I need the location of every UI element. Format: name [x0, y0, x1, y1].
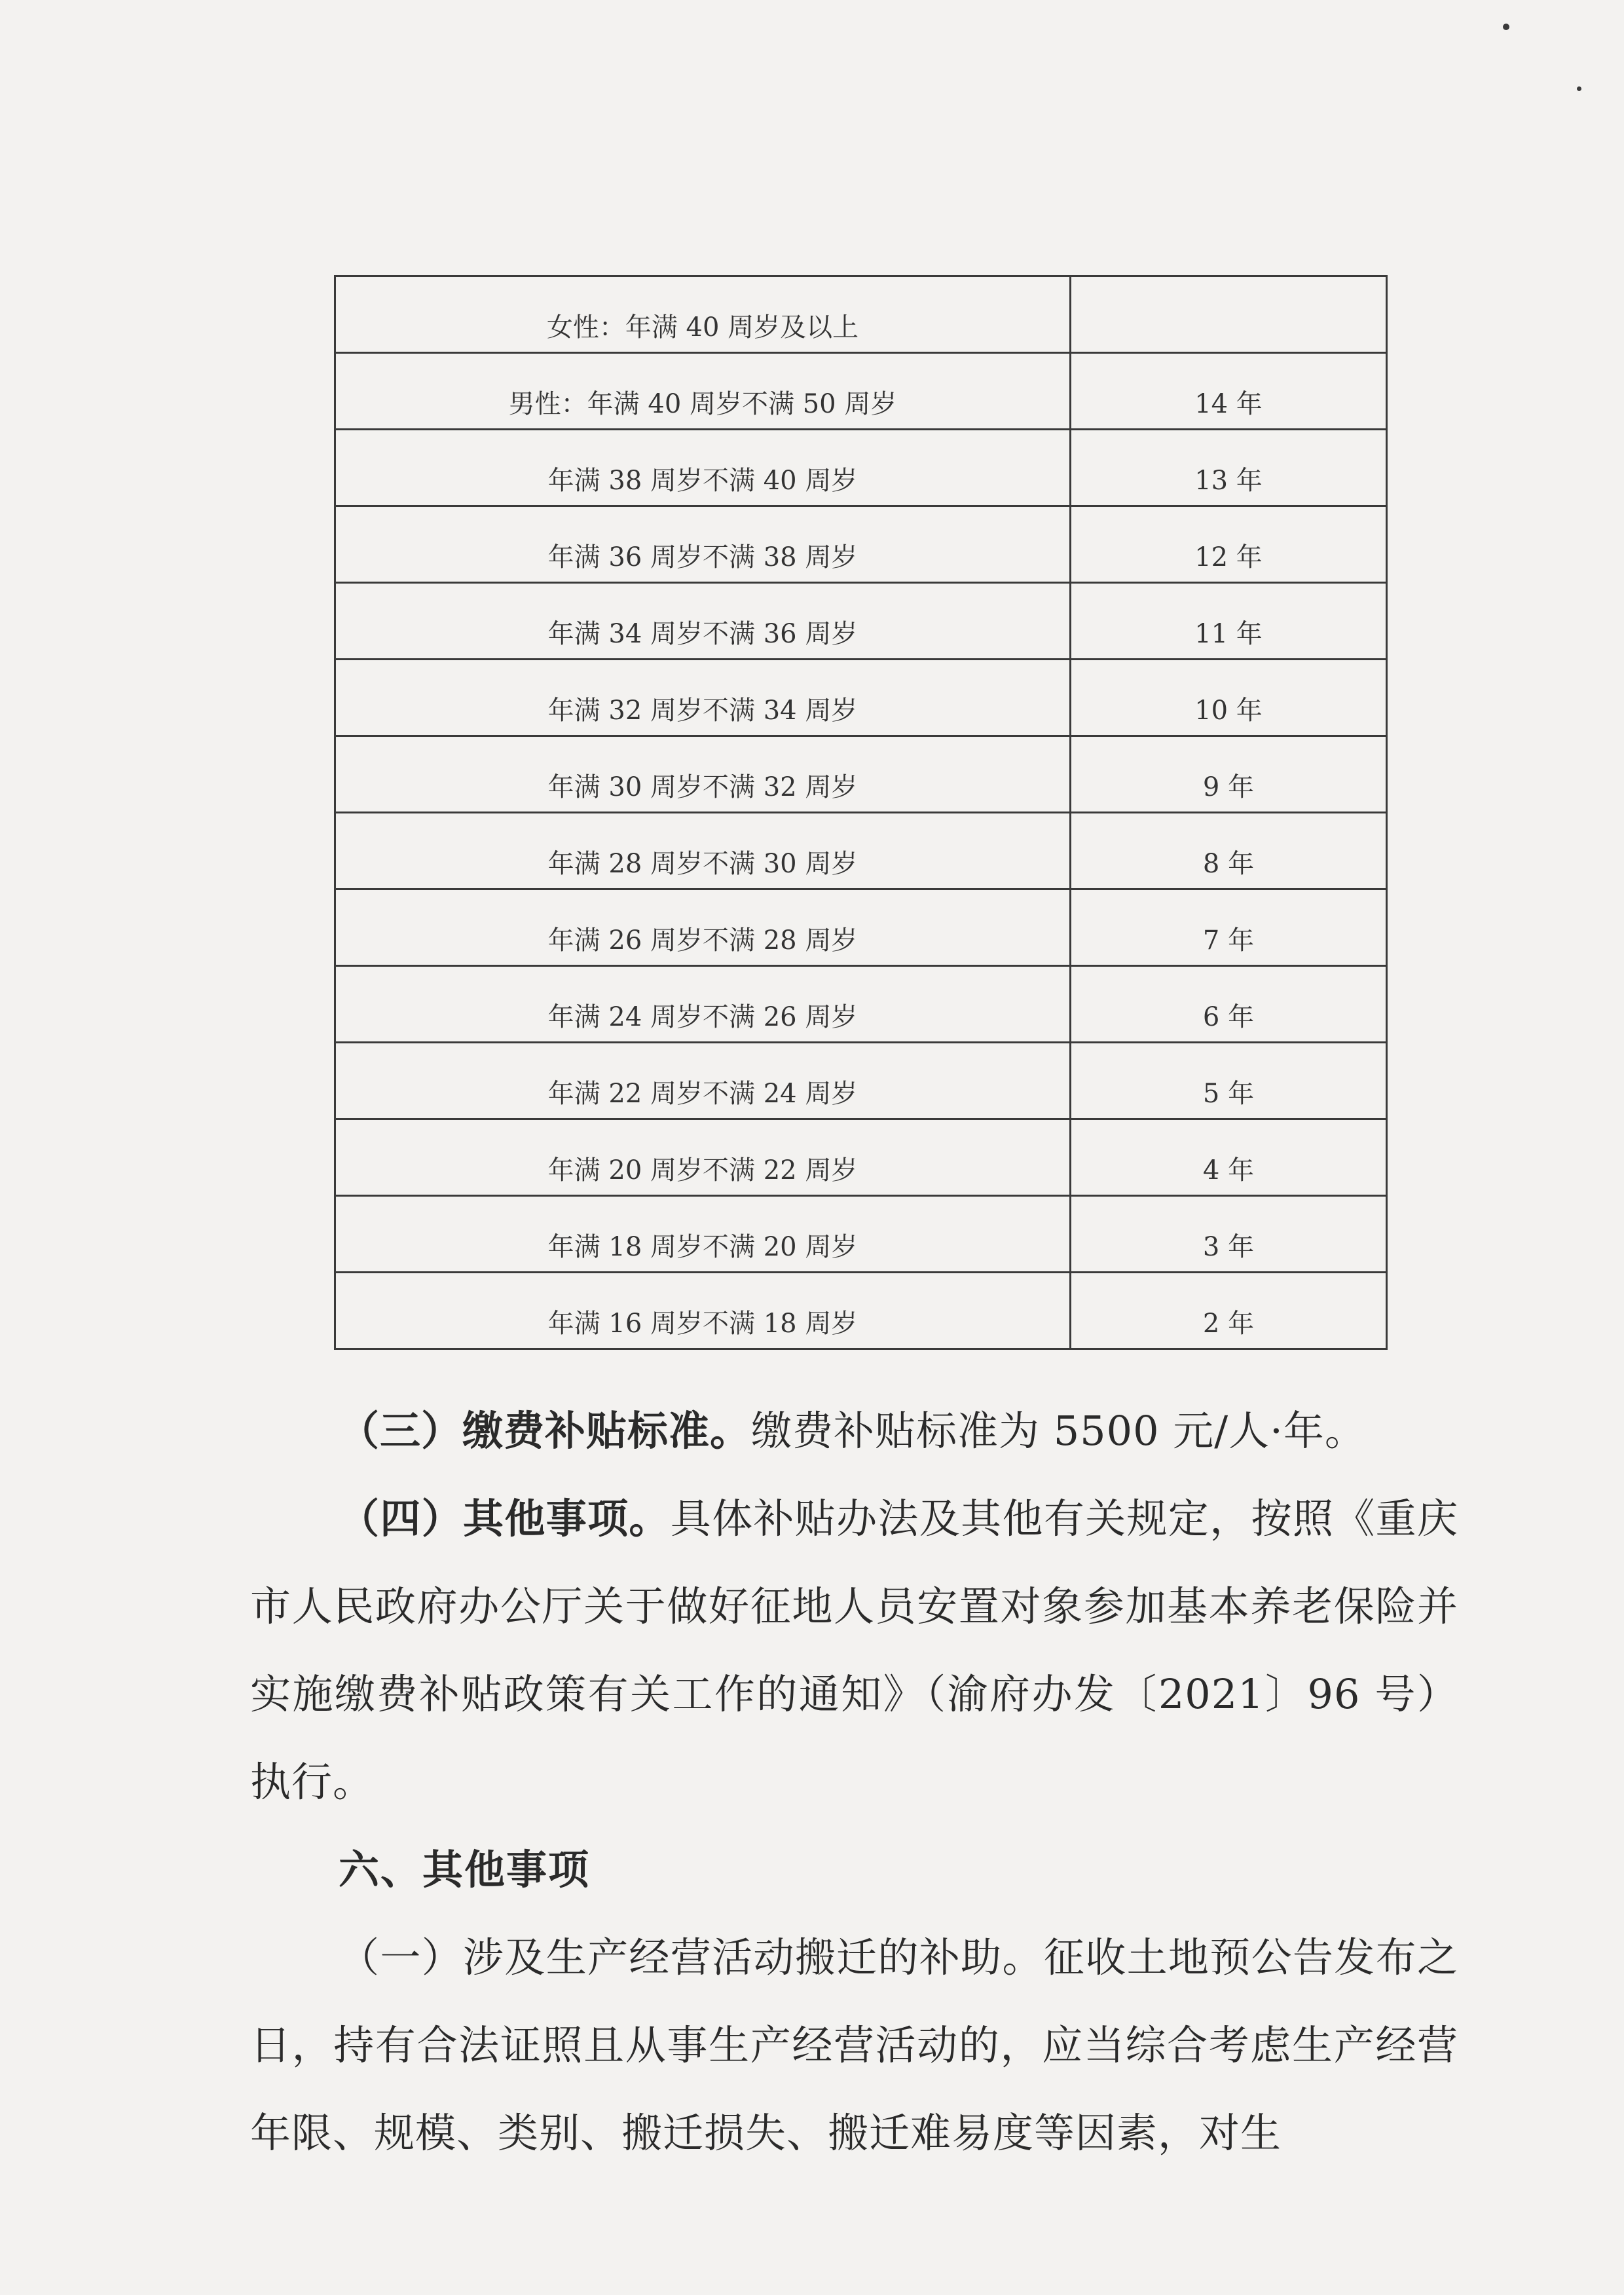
age-range-text: 年满 26 周岁不满 28 周岁 [547, 925, 858, 956]
table [334, 275, 1388, 1350]
paragraph-payment-standard [250, 1387, 1458, 1475]
years-text: 2 年 [1202, 1309, 1255, 1339]
table-body [335, 276, 1387, 1349]
table-row [335, 353, 1387, 430]
section-heading-6: 六、其他事项 [339, 1846, 591, 1894]
years-text: 5 年 [1202, 1079, 1255, 1109]
age-range-cell [335, 506, 1071, 583]
table-row [335, 506, 1387, 583]
years-cell [1071, 889, 1387, 966]
years-cell [1071, 583, 1387, 660]
age-range-text: 年满 28 周岁不满 30 周岁 [547, 849, 858, 879]
age-range-text: 女性：年满 40 周岁及以上 [546, 312, 859, 343]
age-range-text: 年满 38 周岁不满 40 周岁 [547, 466, 858, 496]
table-row [335, 736, 1387, 813]
table-row [335, 1043, 1387, 1119]
years-cell [1071, 1119, 1387, 1196]
age-range-text: 年满 36 周岁不满 38 周岁 [547, 542, 858, 572]
years-cell [1071, 506, 1387, 583]
years-text: 13 年 [1194, 466, 1263, 496]
table-row [335, 1119, 1387, 1196]
age-range-cell [335, 1043, 1071, 1119]
age-range-cell [335, 736, 1071, 813]
years-cell [1071, 1043, 1387, 1119]
age-range-cell [335, 660, 1071, 736]
table-row [335, 1196, 1387, 1273]
paragraph-text: 缴费补贴标准为 5500 元/人·年。 [751, 1407, 1366, 1455]
age-range-text: 年满 24 周岁不满 26 周岁 [547, 1002, 858, 1032]
age-range-text: 男性：年满 40 周岁不满 50 周岁 [508, 389, 897, 419]
years-text: 3 年 [1202, 1232, 1255, 1262]
years-cell [1071, 276, 1387, 353]
years-text: 8 年 [1202, 849, 1255, 879]
years-text: 4 年 [1202, 1155, 1255, 1185]
age-range-cell [335, 353, 1071, 430]
years-cell [1071, 660, 1387, 736]
age-range-cell [335, 276, 1071, 353]
table-row [335, 1273, 1387, 1349]
paragraph-label: （四）其他事项。 [339, 1495, 671, 1542]
paragraph-other-matters [250, 1475, 1458, 1826]
table-row [335, 276, 1387, 353]
age-range-cell [335, 813, 1071, 889]
age-range-cell [335, 1196, 1071, 1273]
age-range-cell [335, 1119, 1071, 1196]
age-range-cell [335, 1273, 1071, 1349]
years-text: 7 年 [1202, 925, 1255, 956]
age-range-cell [335, 889, 1071, 966]
age-range-text: 年满 32 周岁不满 34 周岁 [547, 696, 858, 726]
years-text: 6 年 [1202, 1002, 1255, 1032]
age-range-text: 年满 16 周岁不满 18 周岁 [547, 1309, 858, 1339]
paragraph-text: 具体补贴办法及其他有关规定，按照《重庆市人民政府办公厅关于做好征地人员安置对象参加基本养老保险并实施缴费补贴政策有关工作的通知》（渝府办发〔2021〕96 号）执行。 [250, 1495, 1458, 1806]
years-cell [1071, 813, 1387, 889]
paragraph-label: （三）缴费补贴标准。 [339, 1407, 752, 1455]
years-cell [1071, 1196, 1387, 1273]
years-text: 11 年 [1194, 619, 1263, 649]
table-row [335, 430, 1387, 506]
years-text: 14 年 [1194, 389, 1263, 419]
years-text: 9 年 [1202, 772, 1255, 802]
years-cell [1071, 1273, 1387, 1349]
age-range-text: 年满 22 周岁不满 24 周岁 [547, 1079, 858, 1109]
table-row [335, 889, 1387, 966]
years-text: 10 年 [1194, 696, 1263, 726]
years-cell [1071, 966, 1387, 1043]
years-cell [1071, 353, 1387, 430]
years-cell [1071, 430, 1387, 506]
paragraph-relocation-subsidy [250, 1914, 1458, 2177]
age-range-cell [335, 966, 1071, 1043]
age-range-text: 年满 18 周岁不满 20 周岁 [547, 1232, 858, 1262]
table-row [335, 966, 1387, 1043]
years-cell [1071, 736, 1387, 813]
age-range-text: 年满 20 周岁不满 22 周岁 [547, 1155, 858, 1185]
scan-speck [1577, 86, 1581, 91]
scan-speck [1503, 24, 1509, 30]
age-range-cell [335, 430, 1071, 506]
body-text [250, 1387, 1458, 2177]
age-range-text: 年满 34 周岁不满 36 周岁 [547, 619, 858, 649]
table-row [335, 583, 1387, 660]
age-years-table [334, 275, 1382, 1350]
years-text: 12 年 [1194, 542, 1263, 572]
table-row [335, 813, 1387, 889]
age-range-cell [335, 583, 1071, 660]
table-row [335, 660, 1387, 736]
age-range-text: 年满 30 周岁不满 32 周岁 [547, 772, 858, 802]
paragraph-text: （一）涉及生产经营活动搬迁的补助。征收土地预公告发布之日，持有合法证照且从事生产经营活动的，应当综合考虑生产经营年限、规模、类别、搬迁损失、搬迁难易度等因素，对生 [250, 1933, 1458, 2157]
